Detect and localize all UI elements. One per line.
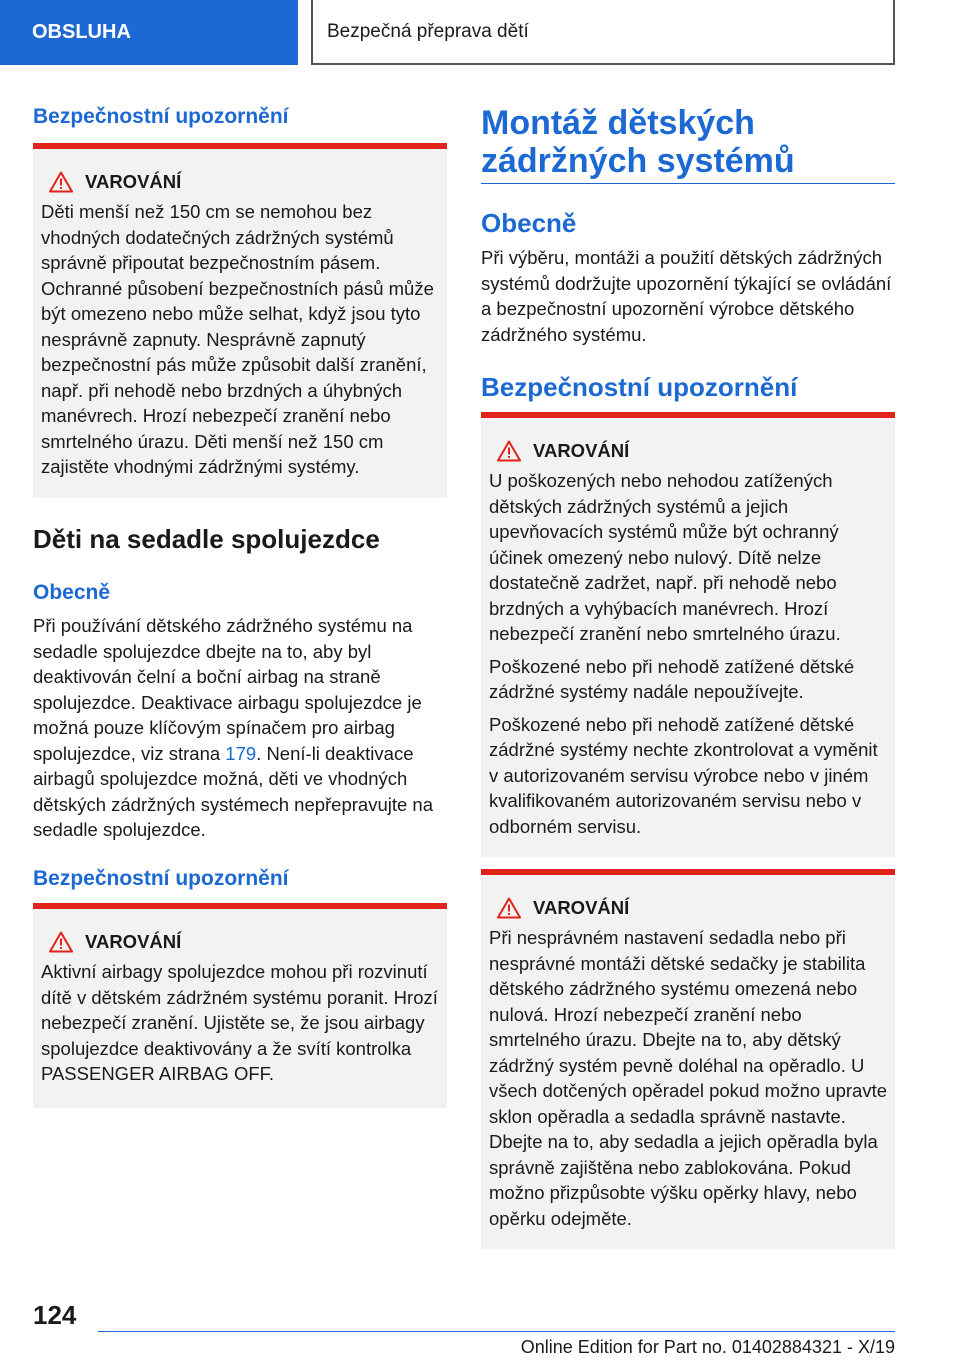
general-paragraph: Při výběru, montáži a použití dětských zádržných systémů dodržujte upozornění týkající se ovládání a bezpečnostní upozornění výrobce dětského zádržného systému. <box>481 247 892 345</box>
chapter-label: OBSLUHA <box>32 21 131 43</box>
footer-divider <box>98 1331 895 1332</box>
section-header <box>311 0 895 65</box>
warning-text: Poškozené nebo při nehodě zatížené dětské zádržné systémy nechte zkontrolovat a vyměnit v autorizovaném servisu výrobce nebo v jiném kvalifikovaném autorizovaném servisu nebo v odborném servisu. <box>489 713 878 837</box>
section-label: Bezpečná přeprava dětí <box>327 20 529 42</box>
warning-text: Při nesprávném nastavení sedadla nebo při nesprávné montáži dětské sedačky je stabilita dětského zádržného systému omezená nebo nulová. Hrozí nebezpečí zranění nebo smrtelného úrazu. Dbejte na to, aby dětský zádržný systém pevně doléhal na opěradlo. U všech dotčených opěradel pokud možno upravte sklon opěradla a sedadla správně nastavte. Dbejte na to, aby sedadla a jejich opěradla byla správně zajištěna nebo zablokována. Pokud možno přizpůsobte výšku opěrky hlavy, nebo opěrku odejměte. <box>489 927 888 1229</box>
warning-title: VAROVÁNÍ <box>85 171 182 192</box>
warning-triangle-icon <box>497 440 521 462</box>
warning-title: VAROVÁNÍ <box>533 440 630 461</box>
warning-header <box>497 440 887 462</box>
warning-title: VAROVÁNÍ <box>85 931 182 952</box>
subheading-general: Obecně <box>33 581 111 604</box>
warning-title: VAROVÁNÍ <box>533 897 630 918</box>
heading-safety-notes: Bezpečnostní upozornění <box>481 372 798 402</box>
warning-text: Aktivní airbagy spolujezdce mohou při rozvinutí dítě v dětském zádržném systému poranit. Hrozí nebezpečí zranění. Ujistěte se, že jsou airbagy spolujezdce deaktivovány a že svítí kontrolka PASSENGER AIRBAG OFF. <box>41 961 438 1084</box>
warning-text: Děti menší než 150 cm se nemohou bez vhodných dodatečných zádržných systémů správně připoutat bezpečnostním pásem. Ochranné působení bezpečnostních pásů může být omezeno nebo může selhat, když jsou tyto nesprávně zapnuty. Nesprávně zapnutý bezpečnostní pás může způsobit další zranění, např. při nehodě nebo brzdných a úhybných manévrech. Hrozí nebezpečí zranění nebo smrtelného úrazu. Děti menší než 150 cm zajistěte vhodnými zádržnými systémy. <box>41 201 434 477</box>
warning-triangle-icon <box>49 931 73 953</box>
warning-box <box>481 869 895 1249</box>
warning-box <box>33 903 447 1108</box>
chapter-tab[interactable] <box>0 0 298 65</box>
title-underline <box>481 183 895 184</box>
heading-children-passenger-seat: Děti na sedadle spolujezdce <box>33 524 380 554</box>
chapter-title-line: zádržných systémů <box>481 142 795 180</box>
warning-header <box>49 931 439 953</box>
page-reference-link[interactable]: 179 <box>225 742 257 764</box>
edition-footer: Online Edition for Part no. 01402884321 - X/19 <box>520 1337 895 1357</box>
paragraph-text: . Není-li deaktivace airbagů spolujezdce možná, děti ve vhodných dětských zádržných systémech nepřepravujte na sedadle spolujezdce. <box>33 742 434 840</box>
warning-header <box>49 171 439 193</box>
warning-triangle-icon <box>49 171 73 193</box>
chapter-title-line: Montáž dětských <box>481 104 755 142</box>
heading-general: Obecně <box>481 208 577 238</box>
paragraph-text: Při používání dětského zádržného systému na sedadle spolujezdce dbejte na to, aby byl deaktivován čelní a boční airbag na straně spolujezdce. Deaktivace airbagu spolujezdce je možná pouze klíčovým spínačem pro airbag spolujezdce, viz strana <box>33 615 422 764</box>
subheading-safety-notes: Bezpečnostní upozornění <box>33 105 289 128</box>
subheading-safety-notes: Bezpečnostní upozornění <box>33 867 289 890</box>
warning-header <box>497 897 887 919</box>
warning-box <box>481 412 895 857</box>
warning-text: Poškozené nebo při nehodě zatížené dětské zádržné systémy nadále nepoužívejte. <box>489 655 855 702</box>
warning-text: U poškozených nebo nehodou zatížených dětských zádržných systémů a jejich upevňovacích systémů může být ochranný účinek omezený nebo nulový. Dítě nelze dostatečně zadržet, např. při nehodě nebo brzdných a vyhýbacích manévrech. Hrozí nebezpečí zranění nebo smrtelného úrazu. <box>489 470 841 644</box>
passenger-seat-paragraph <box>33 613 447 843</box>
warning-triangle-icon <box>497 897 521 919</box>
page-number: 124 <box>33 1300 77 1330</box>
warning-box <box>33 143 447 498</box>
